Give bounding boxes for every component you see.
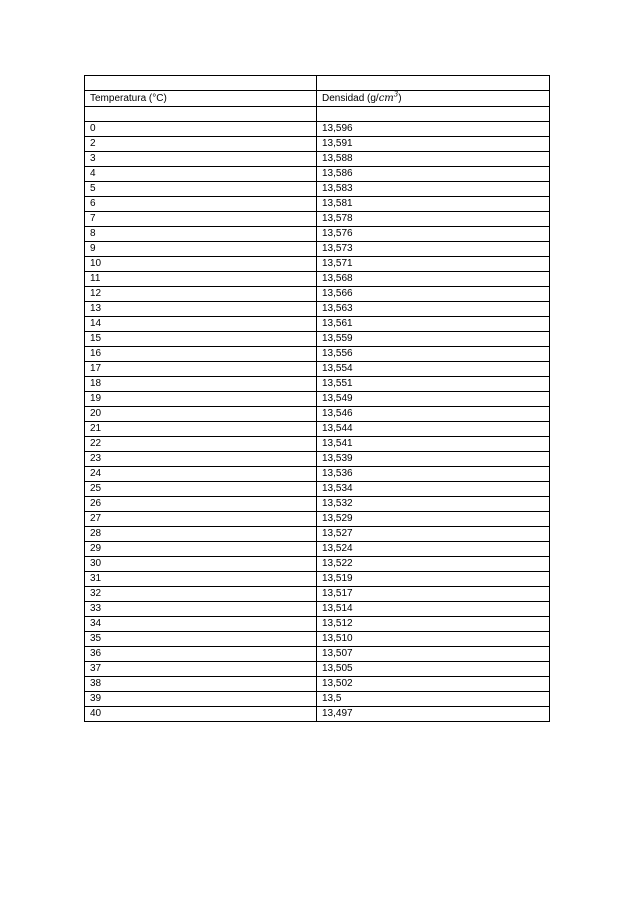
table-row <box>85 542 550 557</box>
density-cell: 13,527 <box>317 527 550 542</box>
table-row <box>85 527 550 542</box>
density-unit-var: cm <box>378 92 394 104</box>
table-row <box>85 362 550 377</box>
density-cell: 13,551 <box>317 377 550 392</box>
density-cell: 13,507 <box>317 647 550 662</box>
table-row <box>85 197 550 212</box>
temperature-cell: 15 <box>85 332 317 347</box>
temperature-cell: 2 <box>85 137 317 152</box>
density-cell: 13,502 <box>317 677 550 692</box>
temperature-cell: 39 <box>85 692 317 707</box>
table-row <box>85 137 550 152</box>
table-row <box>85 617 550 632</box>
table-row <box>85 557 550 572</box>
temperature-cell: 3 <box>85 152 317 167</box>
temperature-cell: 35 <box>85 632 317 647</box>
temperature-cell: 23 <box>85 452 317 467</box>
empty-cell <box>317 76 550 91</box>
temperature-cell: 32 <box>85 587 317 602</box>
temperature-cell: 10 <box>85 257 317 272</box>
density-cell: 13,559 <box>317 332 550 347</box>
density-cell: 13,510 <box>317 632 550 647</box>
empty-cell <box>317 107 550 122</box>
density-cell: 13,549 <box>317 392 550 407</box>
temperature-cell: 28 <box>85 527 317 542</box>
table-row <box>85 482 550 497</box>
table-row <box>85 452 550 467</box>
temperature-cell: 7 <box>85 212 317 227</box>
table-row <box>85 182 550 197</box>
table-row <box>85 662 550 677</box>
table-row <box>85 302 550 317</box>
table-row <box>85 212 550 227</box>
table-row <box>85 707 550 722</box>
table-row <box>85 242 550 257</box>
temperature-cell: 21 <box>85 422 317 437</box>
density-unit-exponent: 3 <box>393 90 399 99</box>
temperature-cell: 29 <box>85 542 317 557</box>
temperature-cell: 14 <box>85 317 317 332</box>
temperature-cell: 31 <box>85 572 317 587</box>
density-cell: 13,514 <box>317 602 550 617</box>
temperature-cell: 30 <box>85 557 317 572</box>
temperature-cell: 6 <box>85 197 317 212</box>
density-cell: 13,578 <box>317 212 550 227</box>
density-header-suffix: ) <box>398 92 402 104</box>
table-row <box>85 347 550 362</box>
density-cell: 13,532 <box>317 497 550 512</box>
temperature-cell: 17 <box>85 362 317 377</box>
table-row <box>85 152 550 167</box>
density-cell: 13,497 <box>317 707 550 722</box>
table-row <box>85 632 550 647</box>
temperature-cell: 5 <box>85 182 317 197</box>
table-row <box>85 377 550 392</box>
temperature-header: Temperatura (°C) <box>85 91 317 107</box>
density-header <box>317 91 550 107</box>
density-cell: 13,544 <box>317 422 550 437</box>
temperature-cell: 40 <box>85 707 317 722</box>
temperature-cell: 11 <box>85 272 317 287</box>
temperature-cell: 27 <box>85 512 317 527</box>
table-row <box>85 332 550 347</box>
table-row <box>85 512 550 527</box>
density-cell: 13,534 <box>317 482 550 497</box>
header-row <box>85 91 550 107</box>
temperature-cell: 38 <box>85 677 317 692</box>
temperature-cell: 22 <box>85 437 317 452</box>
temperature-cell: 24 <box>85 467 317 482</box>
table-row <box>85 167 550 182</box>
density-cell: 13,571 <box>317 257 550 272</box>
table-row <box>85 422 550 437</box>
table-body <box>85 76 550 722</box>
temperature-cell: 16 <box>85 347 317 362</box>
density-cell: 13,522 <box>317 557 550 572</box>
table-row <box>85 602 550 617</box>
density-cell: 13,573 <box>317 242 550 257</box>
table-row <box>85 272 550 287</box>
empty-row-spacer <box>85 107 550 122</box>
density-cell: 13,536 <box>317 467 550 482</box>
density-cell: 13,519 <box>317 572 550 587</box>
temperature-cell: 4 <box>85 167 317 182</box>
temperature-cell: 20 <box>85 407 317 422</box>
temperature-cell: 37 <box>85 662 317 677</box>
table-row <box>85 497 550 512</box>
temperature-cell: 25 <box>85 482 317 497</box>
density-cell: 13,541 <box>317 437 550 452</box>
density-cell: 13,556 <box>317 347 550 362</box>
table-row <box>85 257 550 272</box>
density-cell: 13,546 <box>317 407 550 422</box>
empty-cell <box>85 107 317 122</box>
temperature-cell: 19 <box>85 392 317 407</box>
density-cell: 13,5 <box>317 692 550 707</box>
density-cell: 13,581 <box>317 197 550 212</box>
density-cell: 13,588 <box>317 152 550 167</box>
density-cell: 13,568 <box>317 272 550 287</box>
temperature-cell: 26 <box>85 497 317 512</box>
table-row <box>85 677 550 692</box>
table-row <box>85 692 550 707</box>
density-cell: 13,563 <box>317 302 550 317</box>
density-cell: 13,583 <box>317 182 550 197</box>
density-cell: 13,524 <box>317 542 550 557</box>
density-cell: 13,561 <box>317 317 550 332</box>
density-cell: 13,554 <box>317 362 550 377</box>
table-row <box>85 392 550 407</box>
density-cell: 13,576 <box>317 227 550 242</box>
table-row <box>85 227 550 242</box>
table-row <box>85 437 550 452</box>
empty-row-top <box>85 76 550 91</box>
density-cell: 13,596 <box>317 122 550 137</box>
temperature-cell: 0 <box>85 122 317 137</box>
table-row <box>85 572 550 587</box>
temperature-cell: 18 <box>85 377 317 392</box>
temperature-cell: 36 <box>85 647 317 662</box>
temperature-cell: 9 <box>85 242 317 257</box>
table-row <box>85 587 550 602</box>
density-cell: 13,591 <box>317 137 550 152</box>
density-cell: 13,505 <box>317 662 550 677</box>
table-row <box>85 467 550 482</box>
density-table <box>84 75 550 722</box>
density-cell: 13,512 <box>317 617 550 632</box>
density-cell: 13,586 <box>317 167 550 182</box>
temperature-cell: 34 <box>85 617 317 632</box>
table-row <box>85 317 550 332</box>
density-header-prefix: Densidad (g/ <box>322 92 379 104</box>
density-cell: 13,529 <box>317 512 550 527</box>
density-cell: 13,539 <box>317 452 550 467</box>
table-row <box>85 287 550 302</box>
density-cell: 13,517 <box>317 587 550 602</box>
density-cell: 13,566 <box>317 287 550 302</box>
temperature-cell: 12 <box>85 287 317 302</box>
table-row <box>85 407 550 422</box>
temperature-cell: 8 <box>85 227 317 242</box>
empty-cell <box>85 76 317 91</box>
table-row <box>85 647 550 662</box>
temperature-cell: 33 <box>85 602 317 617</box>
table-row <box>85 122 550 137</box>
temperature-cell: 13 <box>85 302 317 317</box>
